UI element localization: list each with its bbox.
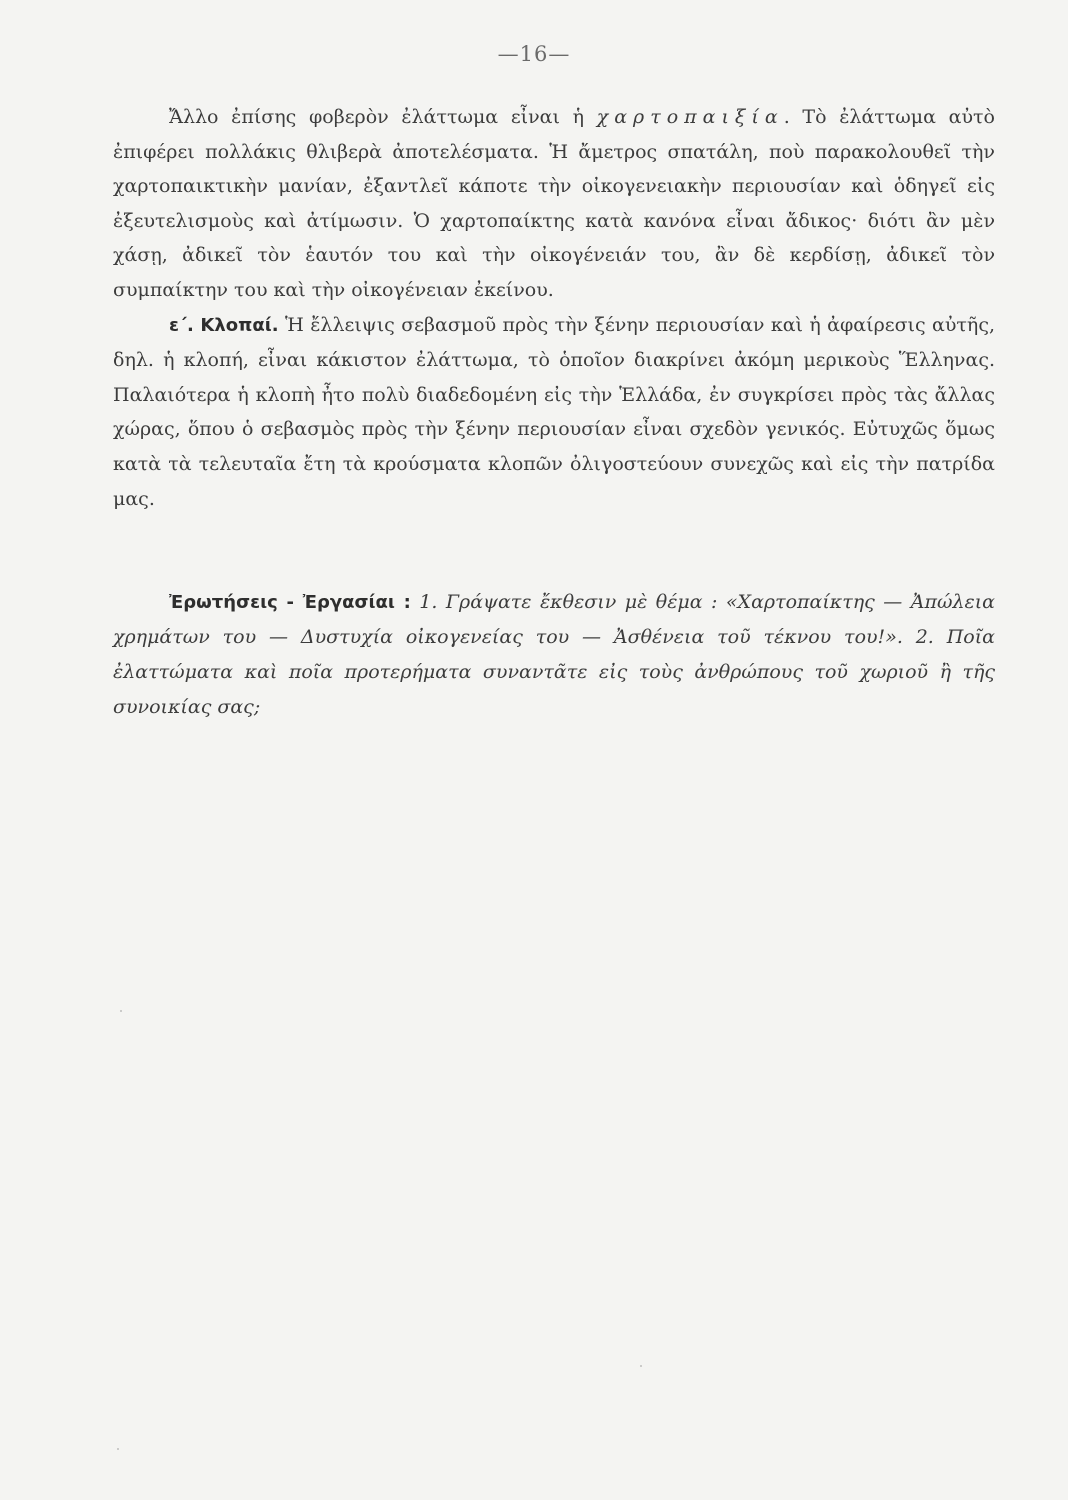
questions-text: 1. Γράψατε ἔκθεσιν μὲ θέμα : «Χαρτοπαίκτης — Ἀπώλεια χρημάτων του — Δυστυχία οἰκογενείας του — Ἀσθένεια τοῦ τέκνου του!». 2. Ποῖα ἐλαττώματα καὶ ποῖα προτερήματα συναντᾶτε εἰς τοὺς ἀνθρώπους τοῦ χωριοῦ ἢ τῆς συνοικίας σας; <box>113 591 995 718</box>
section-heading-thefts: ε΄. Κλοπαί. <box>169 314 279 336</box>
page-number-prefix: — <box>497 42 520 66</box>
questions-paragraph <box>113 585 995 725</box>
page-number-value: 16 <box>519 42 549 66</box>
paragraph-gambling-rest: . Τὸ ἐλάττωμα αὐτὸ ἐπιφέρει πολλάκις θλιβερὰ ἀποτελέσματα. Ἡ ἄμετρος σπατάλη, ποὺ παρακολουθεῖ τὴν χαρτοπαικτικὴν μανίαν, ἐξαντλεῖ κάποτε τὴν οἰκογενειακὴν περιουσίαν καὶ ὁδηγεῖ εἰς ἐξευτελισμοὺς καὶ ἀτίμωσιν. Ὁ χαρτοπαίκτης κατὰ κανόνα εἶναι ἄδικος· διότι ἂν μὲν χάσῃ, ἀδικεῖ τὸν ἑαυτόν του καὶ τὴν οἰκογένειάν του, ἂν δὲ κερδίσῃ, ἀδικεῖ τὸν συμπαίκτην του καὶ τὴν οἰκογένειαν ἐκείνου. <box>113 106 995 301</box>
paragraph-gambling <box>113 100 995 308</box>
paragraph-gambling-lead: Ἄλλο ἐπίσης φοβερὸν ἐλάττωμα εἶναι ἡ <box>169 106 597 128</box>
paper-speck <box>120 1010 122 1012</box>
page-number <box>0 42 1068 66</box>
paper-speck <box>640 1365 642 1367</box>
page-number-suffix: — <box>548 42 571 66</box>
paper-speck <box>117 1448 119 1450</box>
paragraph-thefts <box>113 308 995 517</box>
questions-heading: Ἐρωτήσεις - Ἐργασίαι : <box>169 592 411 613</box>
paragraph-thefts-rest: Ἡ ἔλλειψις σεβασμοῦ πρὸς τὴν ξένην περιουσίαν καὶ ἡ ἀφαίρεσις αὐτῆς, δηλ. ἡ κλοπή, εἶναι κάκιστον ἐλάττωμα, τὸ ὁποῖον διακρίνει ἀκόμη μερικοὺς Ἕλληνας. Παλαιότερα ἡ κλοπὴ ἦτο πολὺ διαδεδομένη εἰς τὴν Ἑλλάδα, ἐν συγκρίσει πρὸς τὰς ἄλλας χώρας, ὅπου ὁ σεβασμὸς πρὸς τὴν ξένην περιουσίαν εἶναι σχεδὸν γενικός. Εὐτυχῶς ὅμως κατὰ τὰ τελευταῖα ἔτη τὰ κρούσματα κλοπῶν ὀλιγοστεύουν συνεχῶς καὶ εἰς τὴν πατρίδα μας. <box>113 313 995 510</box>
questions-section <box>113 585 995 725</box>
body-text <box>113 100 995 516</box>
emphasis-gambling: χαρτοπαιξία <box>596 106 784 128</box>
